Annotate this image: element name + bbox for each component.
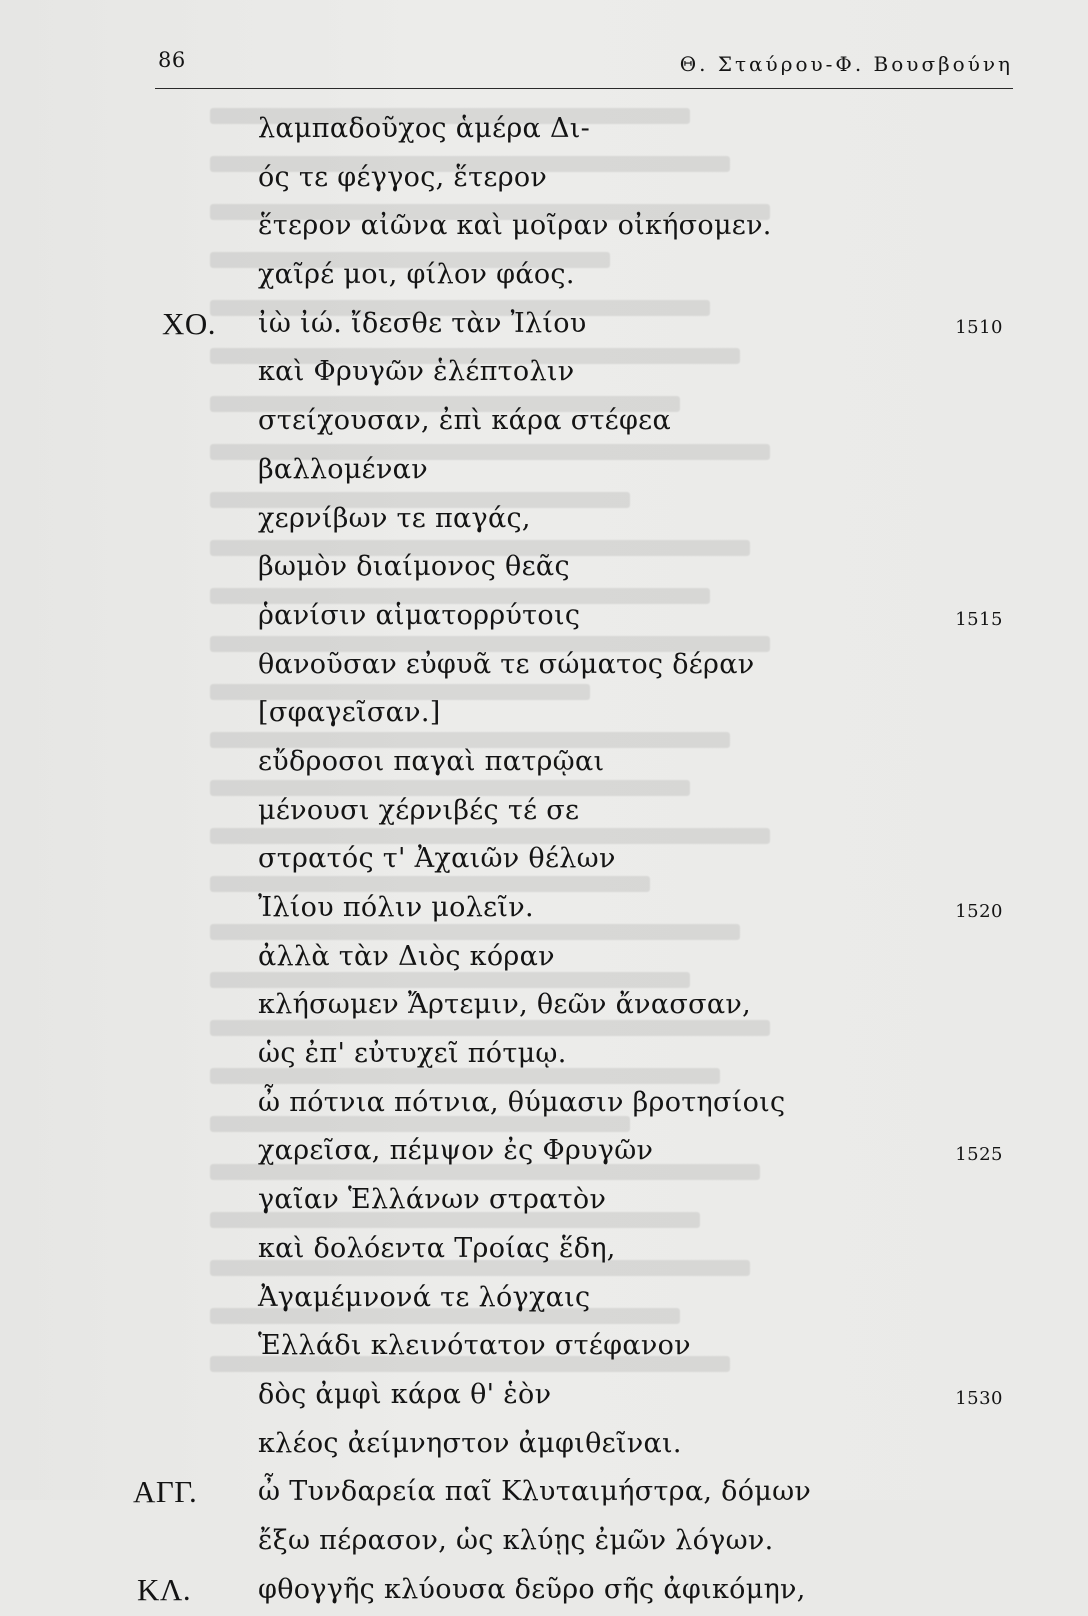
verse-line-text: Ἰλίου πόλιν μολεῖν. [258, 892, 534, 923]
verse-line [0, 691, 1088, 740]
verse-line-text: ός τε φέγγος, ἕτερον [258, 161, 548, 193]
header-rule [155, 88, 1013, 89]
verse-line-text: ὡς ἐπ' εὐτυχεῖ πότμῳ. [258, 1038, 567, 1070]
line-number: 1515 [955, 608, 1003, 630]
line-number: 1510 [955, 316, 1003, 338]
verse-line [0, 1178, 1088, 1227]
verse-line [0, 1568, 1088, 1616]
verse-line-text: [σφαγεῖσαν.] [258, 697, 441, 729]
verse-line [0, 545, 1088, 594]
speaker-label: ΑΓΓ. [133, 1474, 198, 1510]
running-head: Θ. Σταύρου-Φ. Βουσβούνη [679, 52, 1013, 76]
verse-line-text: ῥανίσιν αἱματορρύτοις [258, 599, 581, 631]
page-header [155, 40, 1013, 92]
verse-line [0, 886, 1088, 935]
verse-line-text: δὸς ἀμφὶ κάρα θ' ἑὸν [258, 1378, 552, 1410]
verse-line-text: ὦ Τυνδαρεία παῖ Κλυταιμήστρα, δόμων [258, 1476, 812, 1508]
verse-line-text: χαρεῖσα, πέμψον ἐς Φρυγῶν [258, 1135, 654, 1167]
verse-line-text: Ἀγαμέμνονά τε λόγχαις [258, 1281, 591, 1313]
verse-line-text: στείχουσαν, ἐπὶ κάρα στέφεα [258, 405, 671, 437]
line-number: 1525 [955, 1144, 1003, 1166]
verse-line [0, 789, 1088, 838]
verse-line-text: κλέος ἀείμνηστον ἀμφιθεῖναι. [258, 1427, 682, 1459]
verse-line [0, 1422, 1088, 1471]
verse-line-text: καὶ Φρυγῶν ἑλέπτολιν [258, 356, 575, 388]
verse-line-text: βωμὸν διαίμονος θεᾶς [258, 551, 570, 583]
verse-line [0, 740, 1088, 789]
verse-line-text: στρατός τ' Ἀχαιῶν θέλων [258, 843, 616, 875]
verse-line [0, 1276, 1088, 1325]
verse-line-text: βαλλομέναν [258, 453, 428, 485]
verse-line [0, 156, 1088, 205]
verse-line [0, 107, 1088, 156]
verse-line-text: θανοῦσαν εὐφυᾶ τε σώματος δέραν [258, 648, 755, 680]
verse-line [0, 399, 1088, 448]
verse-line [0, 1519, 1088, 1568]
page-number: 86 [158, 48, 186, 72]
verse-text [0, 107, 1088, 1616]
verse-line-text: γαῖαν Ἑλλάνων στρατὸν [258, 1184, 607, 1216]
verse-line-text: ἰὼ ἰώ. ἴδεσθε τὰν Ἰλίου [258, 307, 587, 339]
verse-line [0, 594, 1088, 643]
verse-line [0, 1373, 1088, 1422]
verse-line-text: ὦ πότνια πότνια, θύμασιν βροτησίοις [258, 1086, 786, 1118]
verse-line [0, 1324, 1088, 1373]
verse-line [0, 1470, 1088, 1519]
verse-line [0, 1081, 1088, 1130]
verse-line-text: καὶ δολόεντα Τροίας ἕδη, [258, 1232, 616, 1264]
verse-line [0, 350, 1088, 399]
line-number: 1520 [955, 901, 1003, 922]
verse-line [0, 935, 1088, 984]
speaker-label: ΚΛ. [137, 1571, 192, 1607]
verse-line-text: μένουσι χέρνιβές τέ σε [258, 794, 580, 826]
verse-line [0, 1032, 1088, 1081]
verse-line-text: φθογγῆς κλύουσα δεῦρο σῆς ἀφικόμην, [258, 1573, 806, 1605]
verse-line-text: κλήσωμεν Ἄρτεμιν, θεῶν ἄνασσαν, [258, 989, 751, 1021]
verse-line-text: λαμπαδοῦχος ἁμέρα Δι- [258, 113, 591, 144]
verse-line [0, 448, 1088, 497]
verse-line [0, 837, 1088, 886]
verse-line-text: εὔδροσοι παγαὶ πατρῷαι [258, 745, 605, 777]
verse-line [0, 1227, 1088, 1276]
line-number: 1530 [955, 1387, 1003, 1409]
verse-line [0, 983, 1088, 1032]
verse-line-text: ἀλλὰ τὰν Διὸς κόραν [258, 940, 555, 972]
verse-line [0, 253, 1088, 302]
verse-line-text: ἔξω πέρασον, ὡς κλύῃς ἐμῶν λόγων. [258, 1524, 774, 1556]
verse-line-text: χερνίβων τε παγάς, [258, 502, 531, 534]
speaker-label: ΧΟ. [162, 305, 217, 341]
verse-line-text: χαῖρέ μοι, φίλον φάος. [258, 259, 575, 291]
verse-line [0, 497, 1088, 546]
verse-line-text: ἕτερον αἰῶνα καὶ μοῖραν οἰκήσομεν. [258, 210, 772, 242]
verse-line [0, 204, 1088, 253]
verse-line [0, 302, 1088, 351]
verse-line [0, 643, 1088, 692]
verse-line [0, 1129, 1088, 1178]
verse-line-text: Ἑλλάδι κλεινότατον στέφανον [258, 1330, 691, 1362]
